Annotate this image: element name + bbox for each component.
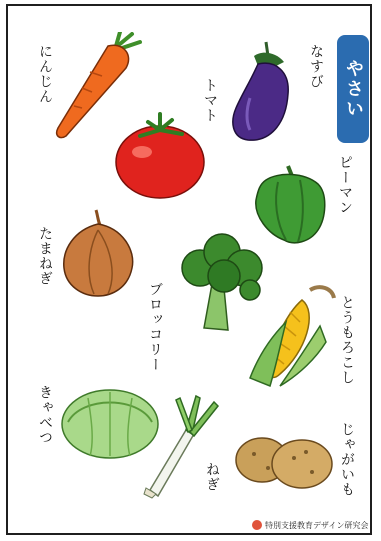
label-piman: ピーマン [337, 155, 353, 215]
label-tomato: トマト [202, 78, 218, 123]
label-tamanegi: たまねぎ [37, 226, 53, 286]
category-badge [337, 35, 369, 143]
label-broccoli: ブロッコリー [147, 282, 163, 372]
onion-illustration [58, 206, 138, 298]
tomato-illustration [112, 108, 208, 204]
eggplant-illustration [228, 38, 300, 146]
footer-credit [252, 518, 368, 532]
footer-text: 特別支援教育デザイン研究会 [265, 520, 369, 530]
logo-icon [252, 520, 262, 530]
label-ninjin: にんじん [37, 44, 53, 104]
category-label: やさい [343, 59, 364, 119]
corn-illustration [240, 282, 338, 392]
potato-illustration [234, 430, 334, 492]
label-kyabetsu: きゃべつ [37, 385, 53, 445]
label-nasubi: なすび [308, 44, 324, 89]
leek-illustration [136, 390, 220, 502]
label-toumorokoshi: とうもろこし [339, 295, 355, 385]
label-jagaimo: じゃがいも [339, 422, 355, 497]
label-negi: ねぎ [204, 462, 220, 492]
